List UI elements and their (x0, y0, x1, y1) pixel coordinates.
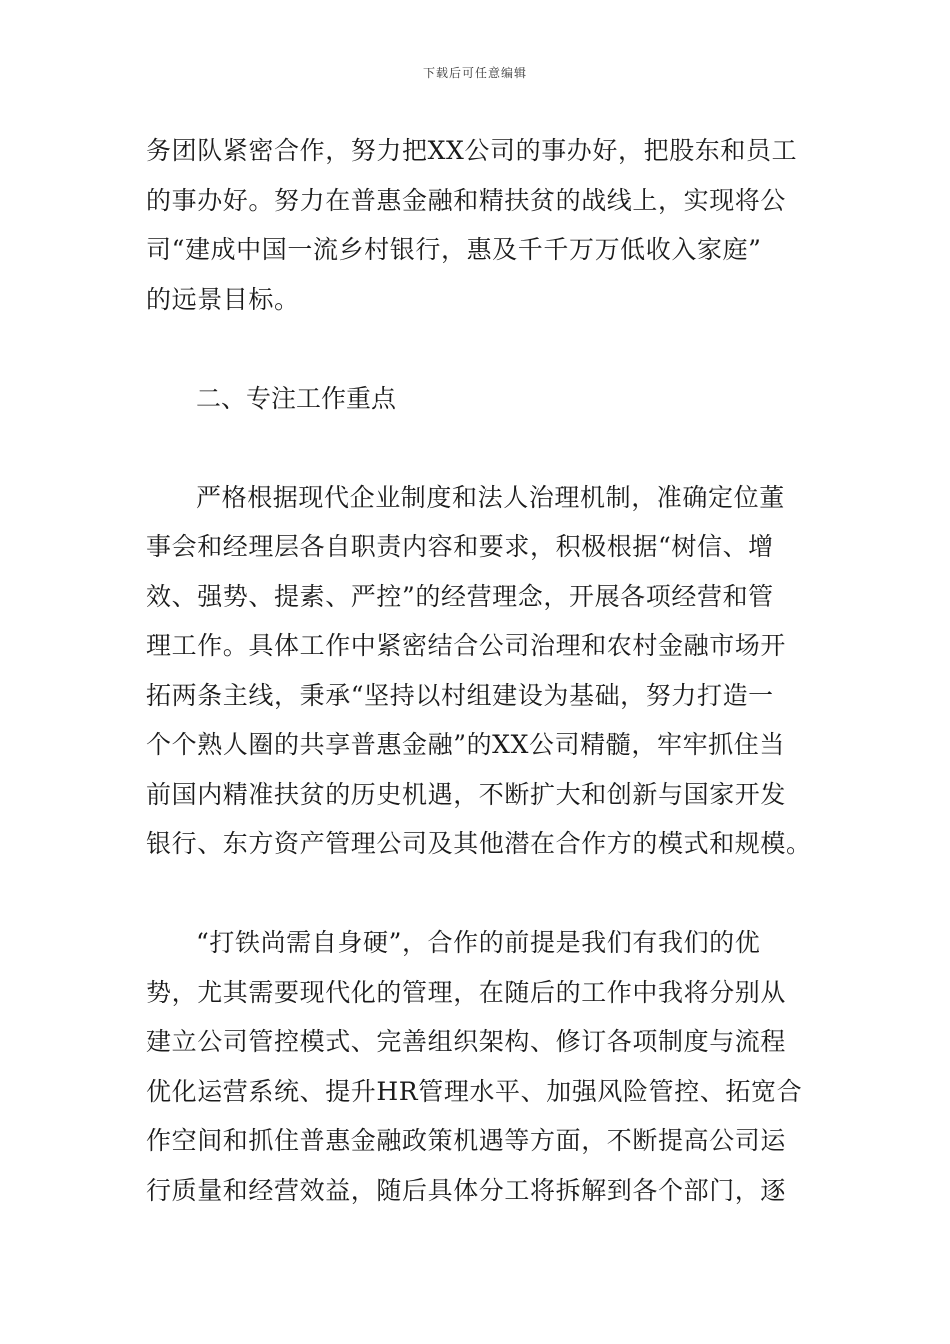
paragraph-gap (146, 324, 810, 374)
text-line: 行质量和经营效益，随后具体分工将拆解到各个部门，逐 (146, 1175, 787, 1205)
paragraph-3 (146, 918, 810, 1215)
paragraph-gap (146, 869, 810, 919)
paragraph-gap (146, 423, 810, 473)
text-line: 效、强势、提素、严控”的经营理念，开展各项经营和管 (146, 581, 774, 611)
paragraph-2 (146, 473, 810, 869)
text-line: 务团队紧密合作，努力把XX公司的事办好，把股东和员工 (146, 136, 798, 165)
document-body (146, 126, 810, 1215)
text-line: 拓两条主线，秉承“坚持以村组建设为基础，努力打造一 (146, 680, 774, 710)
text-line: 建立公司管控模式、完善组织架构、修订各项制度与流程 (146, 1027, 787, 1056)
text-line: 前国内精准扶贫的历史机遇，不断扩大和创新与国家开发 (146, 779, 787, 809)
text-line: 事会和经理层各自职责内容和要求，积极根据“树信、增 (146, 532, 774, 561)
page-header: 下载后可任意编辑 (422, 66, 527, 80)
text-line: 的事办好。努力在普惠金融和精扶贫的战线上，实现将公 (146, 185, 787, 215)
text-line: 理工作。具体工作中紧密结合公司治理和农村金融市场开 (146, 631, 787, 660)
text-line: 个个熟人圈的共享普惠金融”的XX公司精髓，牢牢抓住当 (146, 730, 785, 759)
text-line: “打铁尚需自身硬”，合作的前提是我们有我们的优 (196, 928, 761, 957)
text-line: 势，尤其需要现代化的管理，在随后的工作中我将分别从 (146, 977, 787, 1007)
section-heading: 二、专注工作重点 (196, 383, 397, 413)
text-line: 司“建成中国一流乡村银行，惠及千千万万低收入家庭” (146, 235, 762, 264)
text-line: 严格根据现代企业制度和法人治理机制，准确定位董 (196, 482, 785, 512)
text-line: 银行、东方资产管理公司及其他潜在合作方的模式和规模。 (146, 829, 812, 858)
paragraph-1 (146, 126, 810, 324)
text-line: 优化运营系统、提升HR管理水平、加强风险管控、拓宽合 (146, 1076, 803, 1106)
text-line: 作空间和抓住普惠金融政策机遇等方面，不断提高公司运 (146, 1126, 787, 1155)
text-line: 的远景目标。 (146, 284, 300, 314)
